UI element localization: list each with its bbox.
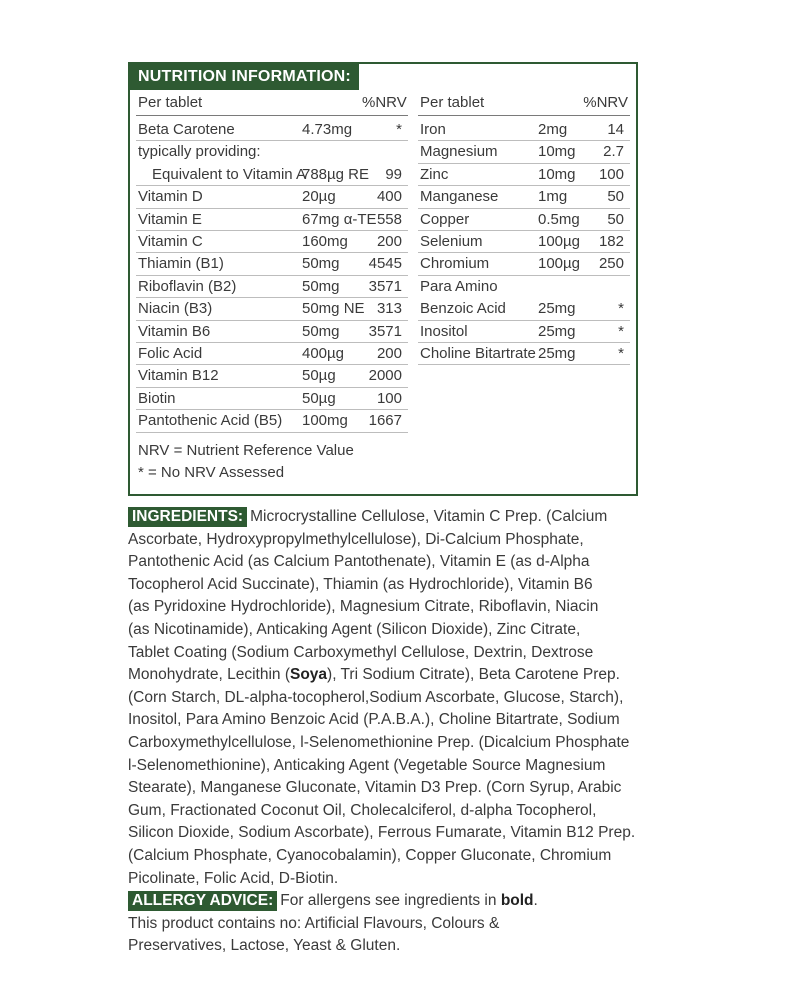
- nutrient-name: Riboflavin (B2): [138, 277, 237, 295]
- nutrient-name: Inositol: [420, 322, 468, 340]
- ingredients-line: (as Nicotinamide), Anticaking Agent (Silicon Dioxide), Zinc Citrate,: [128, 620, 581, 638]
- nutrient-name: Vitamin E: [138, 210, 202, 228]
- nutrient-nrv: *: [618, 300, 624, 318]
- ingredients-line: (Calcium Phosphate, Cyanocobalamin), Copper Gluconate, Chromium: [128, 846, 612, 864]
- nutrient-amount: 2mg: [538, 121, 568, 138]
- nutrient-nrv: *: [618, 345, 624, 362]
- left-header-label: Per tablet: [138, 94, 203, 111]
- nutrient-name: Magnesium: [420, 143, 498, 161]
- ingredients-line: Silicon Dioxide, Sodium Ascorbate), Ferrous Fumarate, Vitamin B12 Prep.: [128, 824, 636, 842]
- ingredients-block: [128, 506, 648, 890]
- allergy-text: For allergens see ingredients in: [280, 892, 497, 909]
- left-header-nrv: %NRV: [362, 94, 407, 111]
- allergy-period: .: [533, 892, 538, 909]
- nutrient-nrv: 313: [376, 300, 402, 318]
- nutrient-name: Zinc: [420, 165, 449, 183]
- nutrient-nrv: 200: [376, 233, 402, 250]
- table-rule: [136, 115, 408, 116]
- ingredients-label: INGREDIENTS:: [128, 507, 247, 527]
- ingredients-line: Picolinate, Folic Acid, D-Biotin.: [128, 869, 339, 887]
- nutrient-amount: 10mg: [538, 165, 576, 183]
- allergy-block: [128, 890, 648, 958]
- nutrient-amount: 25mg: [538, 322, 576, 340]
- nutrient-name: Folic Acid: [138, 345, 203, 362]
- nutrient-amount: 25mg: [538, 300, 576, 318]
- nutrient-name: Vitamin C: [138, 233, 203, 250]
- nutrient-amount: 4.73mg: [302, 121, 353, 138]
- table-rule: [136, 432, 408, 433]
- nutrient-amount: 50mg: [302, 255, 340, 273]
- nutrient-name: Equivalent to Vitamin A: [152, 165, 306, 183]
- nutrient-name: Vitamin B12: [138, 367, 219, 385]
- allergy-bold-word: bold: [500, 892, 534, 909]
- nutrient-nrv: 250: [598, 255, 624, 273]
- nutrient-name: typically providing:: [138, 143, 261, 161]
- nutrient-amount: 50mg: [302, 277, 340, 295]
- nutrient-nrv: 2000: [368, 367, 402, 385]
- nutrient-nrv: 14: [607, 121, 624, 138]
- nutrient-name: Selenium: [420, 233, 483, 250]
- ingredients-line: l-Selenomethionine), Anticaking Agent (Vegetable Source Magnesium: [128, 756, 606, 774]
- nutrient-nrv: 50: [607, 188, 624, 206]
- nutrient-nrv: [362, 141, 402, 163]
- nutrient-nrv: *: [396, 121, 402, 138]
- nutrition-panel: [128, 62, 638, 496]
- nutrient-nrv: 558: [376, 210, 402, 228]
- nutrient-amount: 400µg: [302, 345, 345, 362]
- nutrient-nrv: 400: [376, 188, 402, 206]
- nutrient-amount: 20µg: [302, 188, 336, 206]
- ingredients-line: (as Pyridoxine Hydrochloride), Magnesium Citrate, Riboflavin, Niacin: [128, 598, 599, 616]
- nutrient-name: Choline Bitartrate: [420, 345, 536, 362]
- nutrient-amount: 100µg: [538, 233, 581, 250]
- nutrient-nrv: 182: [598, 233, 624, 250]
- nutrient-nrv: 200: [376, 345, 402, 362]
- ingredients-line: Pantothenic Acid (as Calcium Pantothenate), Vitamin E (as d-Alpha: [128, 553, 590, 571]
- ingredients-line: [128, 664, 648, 687]
- nutrient-name: Vitamin D: [138, 188, 203, 206]
- nutrient-nrv: 50: [607, 210, 624, 228]
- nutrient-name: Manganese: [420, 188, 499, 206]
- nutrient-nrv: *: [618, 322, 624, 340]
- nutrient-nrv: 2.7: [603, 143, 624, 161]
- nutrient-amount: 1mg: [538, 188, 568, 206]
- allergy-line: Preservatives, Lactose, Yeast & Gluten.: [128, 937, 401, 955]
- nutrient-name: Benzoic Acid: [420, 300, 506, 318]
- ingredients-line: Gum, Fractionated Coconut Oil, Cholecalciferol, d-alpha Tocopherol,: [128, 801, 597, 819]
- nutrient-amount: 50µg: [302, 367, 336, 385]
- nutrient-nrv: 99: [385, 165, 402, 183]
- nutrient-name: Pantothenic Acid (B5): [138, 412, 283, 430]
- nutrient-nrv: 100: [376, 389, 402, 407]
- ingredients-text: Monohydrate, Lecithin (: [128, 666, 290, 684]
- nutrient-amount: 50mg NE: [302, 300, 365, 318]
- nutrient-amount: 10mg: [538, 143, 576, 161]
- nutrient-name: Niacin (B3): [138, 300, 213, 318]
- nutrient-nrv: 100: [598, 165, 624, 183]
- nutrient-name: Iron: [420, 121, 446, 138]
- nutrient-nrv: 3571: [368, 277, 402, 295]
- nutrition-title: NUTRITION INFORMATION:: [130, 64, 359, 90]
- nutrient-amount: 50mg: [302, 322, 340, 340]
- nutrient-nrv: [582, 276, 624, 298]
- allergy-label: ALLERGY ADVICE:: [128, 891, 277, 911]
- nutrient-amount: 25mg: [538, 345, 576, 362]
- ingredients-line: (Corn Starch, DL-alpha-tocopherol,Sodium Ascorbate, Glucose, Starch),: [128, 688, 624, 706]
- table-footnote: NRV = Nutrient Reference Value: [138, 442, 354, 459]
- nutrient-amount: 788µg RE: [302, 165, 370, 183]
- nutrient-amount: 0.5mg: [538, 210, 580, 228]
- allergy-line: [128, 890, 648, 913]
- ingredients-line: [128, 506, 648, 529]
- table-footnote: * = No NRV Assessed: [138, 464, 285, 481]
- nutrient-name: Thiamin (B1): [138, 255, 224, 273]
- ingredients-line: Tocopherol Acid Succinate), Thiamin (as Hydrochloride), Vitamin B6: [128, 575, 593, 593]
- right-header-nrv: %NRV: [583, 94, 628, 111]
- nutrient-amount: 100mg: [302, 412, 348, 430]
- ingredients-text: ), Tri Sodium Citrate), Beta Carotene Prep.: [327, 666, 620, 684]
- nutrient-name: Biotin: [138, 389, 176, 407]
- nutrient-name: Beta Carotene: [138, 121, 235, 138]
- nutrient-amount: 67mg α-TE: [302, 210, 377, 228]
- ingredients-text: Microcrystalline Cellulose, Vitamin C Prep. (Calcium: [250, 508, 608, 525]
- nutrient-name: Chromium: [420, 255, 490, 273]
- ingredients-line: Ascorbate, Hydroxypropylmethylcellulose), Di-Calcium Phosphate,: [128, 530, 584, 548]
- nutrient-nrv: 1667: [368, 412, 402, 430]
- allergen-soya: Soya: [289, 666, 328, 684]
- allergy-line: This product contains no: Artificial Flavours, Colours &: [128, 914, 500, 932]
- table-rule: [418, 115, 630, 116]
- nutrient-amount: 160mg: [302, 233, 348, 250]
- nutrient-nrv: 4545: [368, 255, 402, 273]
- ingredients-line: Inositol, Para Amino Benzoic Acid (P.A.B.A.), Choline Bitartrate, Sodium: [128, 711, 620, 729]
- ingredients-line: Stearate), Manganese Gluconate, Vitamin D3 Prep. (Corn Syrup, Arabic: [128, 779, 622, 797]
- right-header-label: Per tablet: [420, 94, 485, 111]
- ingredients-line: Carboxymethylcellulose, l-Selenomethionine Prep. (Dicalcium Phosphate: [128, 733, 630, 751]
- table-rule: [418, 364, 630, 365]
- nutrient-nrv: 3571: [368, 322, 402, 340]
- nutrient-amount: 50µg: [302, 389, 336, 407]
- ingredients-line: Tablet Coating (Sodium Carboxymethyl Cellulose, Dextrin, Dextrose: [128, 643, 594, 661]
- nutrient-name: Vitamin B6: [138, 322, 211, 340]
- nutrient-name: Copper: [420, 210, 470, 228]
- nutrient-amount: 100µg: [538, 255, 581, 273]
- nutrient-name: Para Amino: [420, 277, 498, 295]
